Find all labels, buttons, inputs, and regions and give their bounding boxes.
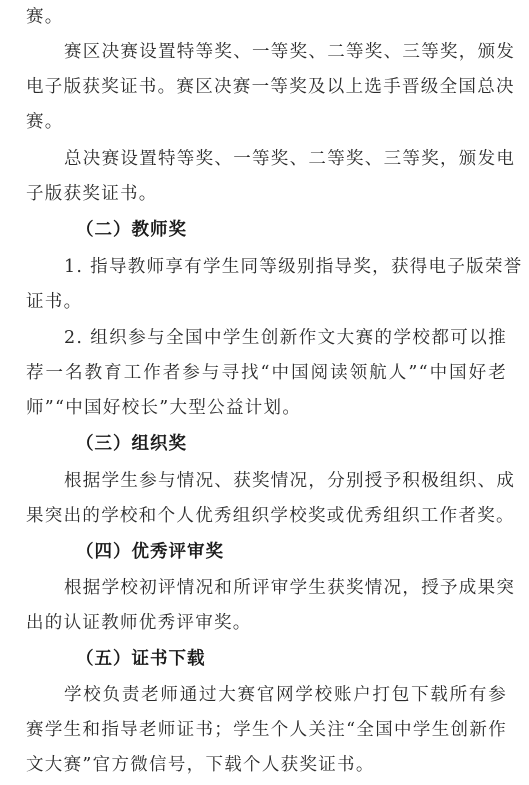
text-line: 赛。 <box>26 112 64 132</box>
text-line: 师”“中国好校长”大型公益计划。 <box>26 398 302 418</box>
text-line: 电子版获奖证书。赛区决赛一等奖及以上选手晋级全国总决 <box>26 77 515 97</box>
text-line: 赛。 <box>26 7 64 27</box>
section-heading-certificate-download: （五）证书下载 <box>76 649 206 669</box>
text-line: 荐一名教育工作者参与寻找“中国阅读领航人”“中国好老 <box>26 363 507 383</box>
section-heading-organization-award: （三）组织奖 <box>76 434 187 454</box>
text-line: 出的认证教师优秀评审奖。 <box>26 613 252 633</box>
text-line: 证书。 <box>26 292 83 312</box>
text-line: 根据学校初评情况和所评审学生获奖情况，授予成果突 <box>64 578 516 598</box>
text-line: 子版获奖证书。 <box>26 184 158 204</box>
section-heading-review-award: （四）优秀评审奖 <box>76 542 224 562</box>
text-line: 根据学生参与情况、获奖情况，分别授予积极组织、成 <box>64 471 516 491</box>
text-line: 总决赛设置特等奖、一等奖、二等奖、三等奖，颁发电 <box>64 149 516 169</box>
text-line: 文大赛”官方微信号，下载个人获奖证书。 <box>26 755 375 775</box>
text-line: 1. 指导教师享有学生同等级别指导奖，获得电子版荣誉 <box>64 257 523 277</box>
text-line: 果突出的学校和个人优秀组织学校奖或优秀组织工作者奖。 <box>26 506 515 526</box>
text-line: 赛学生和指导老师证书；学生个人关注“全国中学生创新作 <box>26 720 507 740</box>
text-line: 2. 组织参与全国中学生创新作文大赛的学校都可以推 <box>64 328 507 348</box>
text-line: 学校负责老师通过大赛官网学校账户打包下载所有参 <box>64 685 507 705</box>
text-line: 赛区决赛设置特等奖、一等奖、二等奖、三等奖，颁发 <box>64 42 516 62</box>
section-heading-teacher-award: （二）教师奖 <box>76 220 187 240</box>
